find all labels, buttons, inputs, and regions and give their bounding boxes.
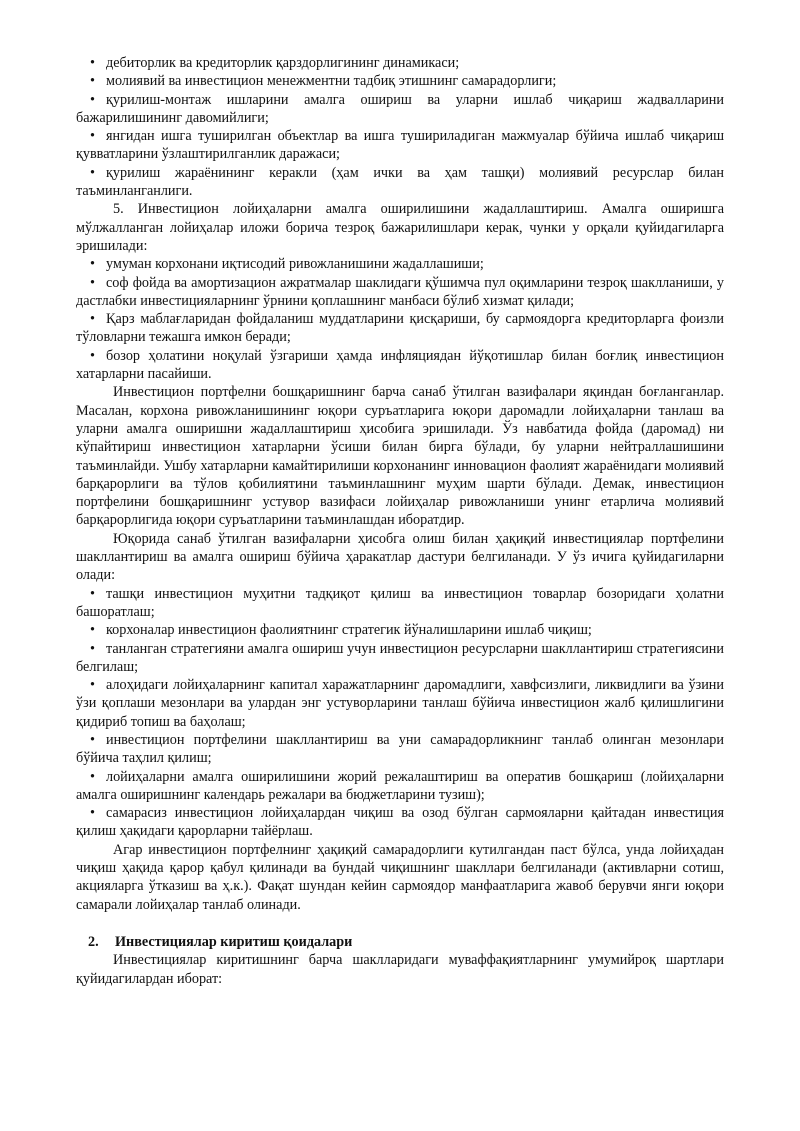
bullet-icon: • [90,731,95,748]
bullet-text: алоҳидаги лойиҳаларнинг капитал харажатларнинг даромадлиги, хавфсизлиги, ликвидлиги ва ўзини ўзи қоплаши мезонлари ва улардан энг устуворларини танлаш бўйича инвестицион жалб қилишлигини қидириб топиш ва баҳолаш; [76,677,724,730]
bullet-text: молиявий ва инвестицион менежментни тадбиқ этишнинг самарадорлиги; [106,73,557,90]
bullet-text: бозор ҳолатини ноқулай ўзгариши ҳамда инфляциядан йўқотишлар билан боғлиқ инвестицион хатарларни пасайиши. [76,347,724,383]
bullet-icon: • [90,677,95,694]
section-title: Инвестициялар киритиш қоидалари [115,933,353,950]
bullet-item [76,804,724,841]
bullet-text: қурилиш-монтаж ишларини амалга ошириш ва уларни ишлаб чиқариш жадвалларини бажарилишининг давомийлиги; [76,91,724,126]
bullet-icon: • [90,805,95,822]
bullet-icon: • [90,311,95,328]
bullet-text: Қарз маблағларидан фойдаланиш муддатларини қисқариши, бу сармоядорга кредиторларга фоизли тўловларни тежашга имкон беради; [76,311,724,346]
bullet-item [76,347,724,384]
document-body [76,54,724,914]
bullet-text: ташқи инвестицион муҳитни тадқиқот қилиш ва инвестицион товарлар бозоридаги ҳолатни башоратлаш; [76,585,724,620]
section-number: 2. [88,933,99,950]
bullet-icon: • [90,622,95,639]
bullet-icon: • [90,768,95,785]
bullet-item [76,54,724,72]
bullet-icon: • [90,256,95,273]
bullet-item [76,731,724,768]
bullet-item [76,640,724,677]
bullet-text: умуман корхонани иқтисодий ривожланишини жадаллашиши; [106,256,484,273]
bullet-text: инвестицион портфелини шакллантириш ва уни самарадорликнинг танлаб олинган мезонлари бўйича таҳлил қилиш; [76,731,724,767]
bullet-item [76,164,724,201]
bullet-item [76,72,724,90]
bullet-item [76,676,724,731]
bullet-icon: • [90,585,95,602]
bullet-item [76,127,724,164]
paragraph: Инвестициялар киритишнинг барча шаклларидаги муваффақиятларнинг умумийроқ шартлари қуйидагилардан иборат: [76,952,724,987]
bullet-item [76,255,724,273]
bullet-text: дебиторлик ва кредиторлик қарздорлигининг динамикаси; [106,55,460,71]
bullet-text: қурилиш жараёнининг керакли (ҳам ички ва ҳам ташқи) молиявий ресурслар билан таъминланганлиги. [76,164,724,200]
bullet-text: соф фойда ва амортизацион ажратмалар шаклидаги қўшимча пул оқимларини тезроқ шаклланиши, у дастлабки инвестицияларнинг ўрнини қоплашнинг манбаси бўлиб хизмат қилади; [76,274,724,309]
paragraph: Агар инвестицион портфелнинг ҳақиқий самарадорлиги кутилгандан паст бўлса, унда лойиҳадан чиқиш ҳақида қарор қабул қилинади ва бундай чиқишнинг шакллари белгиланади (активларни сотиш, акцияларга ўтказиш ва ҳ.к.). Фақат шундан кейин сармоядор манфаатларига жавоб берувчи янги юқори самарали лойиҳалар танлаб олинади. [76,841,724,913]
bullet-icon: • [90,91,95,108]
bullet-item [76,621,724,639]
bullet-icon: • [90,640,95,657]
bullet-icon: • [90,274,95,291]
bullet-icon: • [90,128,95,145]
bullet-text: корхоналар инвестицион фаолиятнинг стратегик йўналишларини ишлаб чиқиш; [106,622,592,639]
bullet-icon: • [90,164,95,181]
bullet-text: янгидан ишга туширилган объектлар ва ишга тушириладиган мажмуалар бўйича ишлаб чиқариш қувватларини ўзлаштирилганлик даражаси; [76,128,724,163]
bullet-text: танланган стратегияни амалга ошириш учун инвестицион ресурсларни шакллантириш стратегиясини белгилаш; [76,640,724,675]
bullet-icon: • [90,55,95,71]
paragraph: Юқорида санаб ўтилган вазифаларни ҳисобга олиш билан ҳақиқий инвестициялар портфелини шакллантириш ва амалга ошириш бўйича ҳаракатлар дастури белгиланади. У ўз ичига қуйидагиларни олади: [76,530,724,584]
bullet-icon: • [90,347,95,364]
bullet-icon: • [90,73,95,90]
bullet-item [76,274,724,311]
paragraph: Инвестицион портфелни бошқаришнинг барча санаб ўтилган вазифалари яқиндан боғланганлар. Масалан, корхона ривожланишининг юқори суръатларига юқори даромадли лойиҳаларни танлаш ва уларни амалга оширишни жадаллаштириш ҳисобига эришилади. Ўз навбатида фойда (даромад) ни кўпайтириш инвестицион хатарларни ўсиши билан бирга бўлади, бу уларни нейтраллашишини таъминлайди. Ушбу хатарларни камайтирилиши корхонанинг инновацион фаолият жараёнидаги молиявий барқарорлиги ва тўлов қобилиятини таъминлашнинг муҳим шарти бўлади. Демак, инвестицион портфелини бошқаришнинг устувор вазифаси лойиҳалар ривожланиши унинг етарлича молиявий барқарорлигида юқори суръатларини таъминлашдан иборатдир. [76,384,724,529]
bullet-item [76,768,724,805]
section-heading [76,933,724,951]
bullet-item [76,585,724,622]
bullet-item [76,91,724,128]
paragraph: 5. Инвестицион лойиҳаларни амалга оширилишини жадаллаштириш. Амалга оширишга мўлжалланган лойиҳалар иложи борича тезроқ бажарилишлари керак, чунки у орқали қуйидагиларга эришилади: [76,201,724,254]
bullet-item [76,310,724,347]
bullet-text: лойиҳаларни амалга оширилишини жорий режалаштириш ва оператив бошқариш (лойиҳаларни амалга оширишнинг календарь режалари ва бюджетларини тузиш); [76,768,724,803]
bullet-text: самарасиз инвестицион лойиҳалардан чиқиш ва озод бўлган сармояларни қайтадан инвестиция қилиш ҳақидаги қарорларни тайёрлаш. [76,805,724,840]
